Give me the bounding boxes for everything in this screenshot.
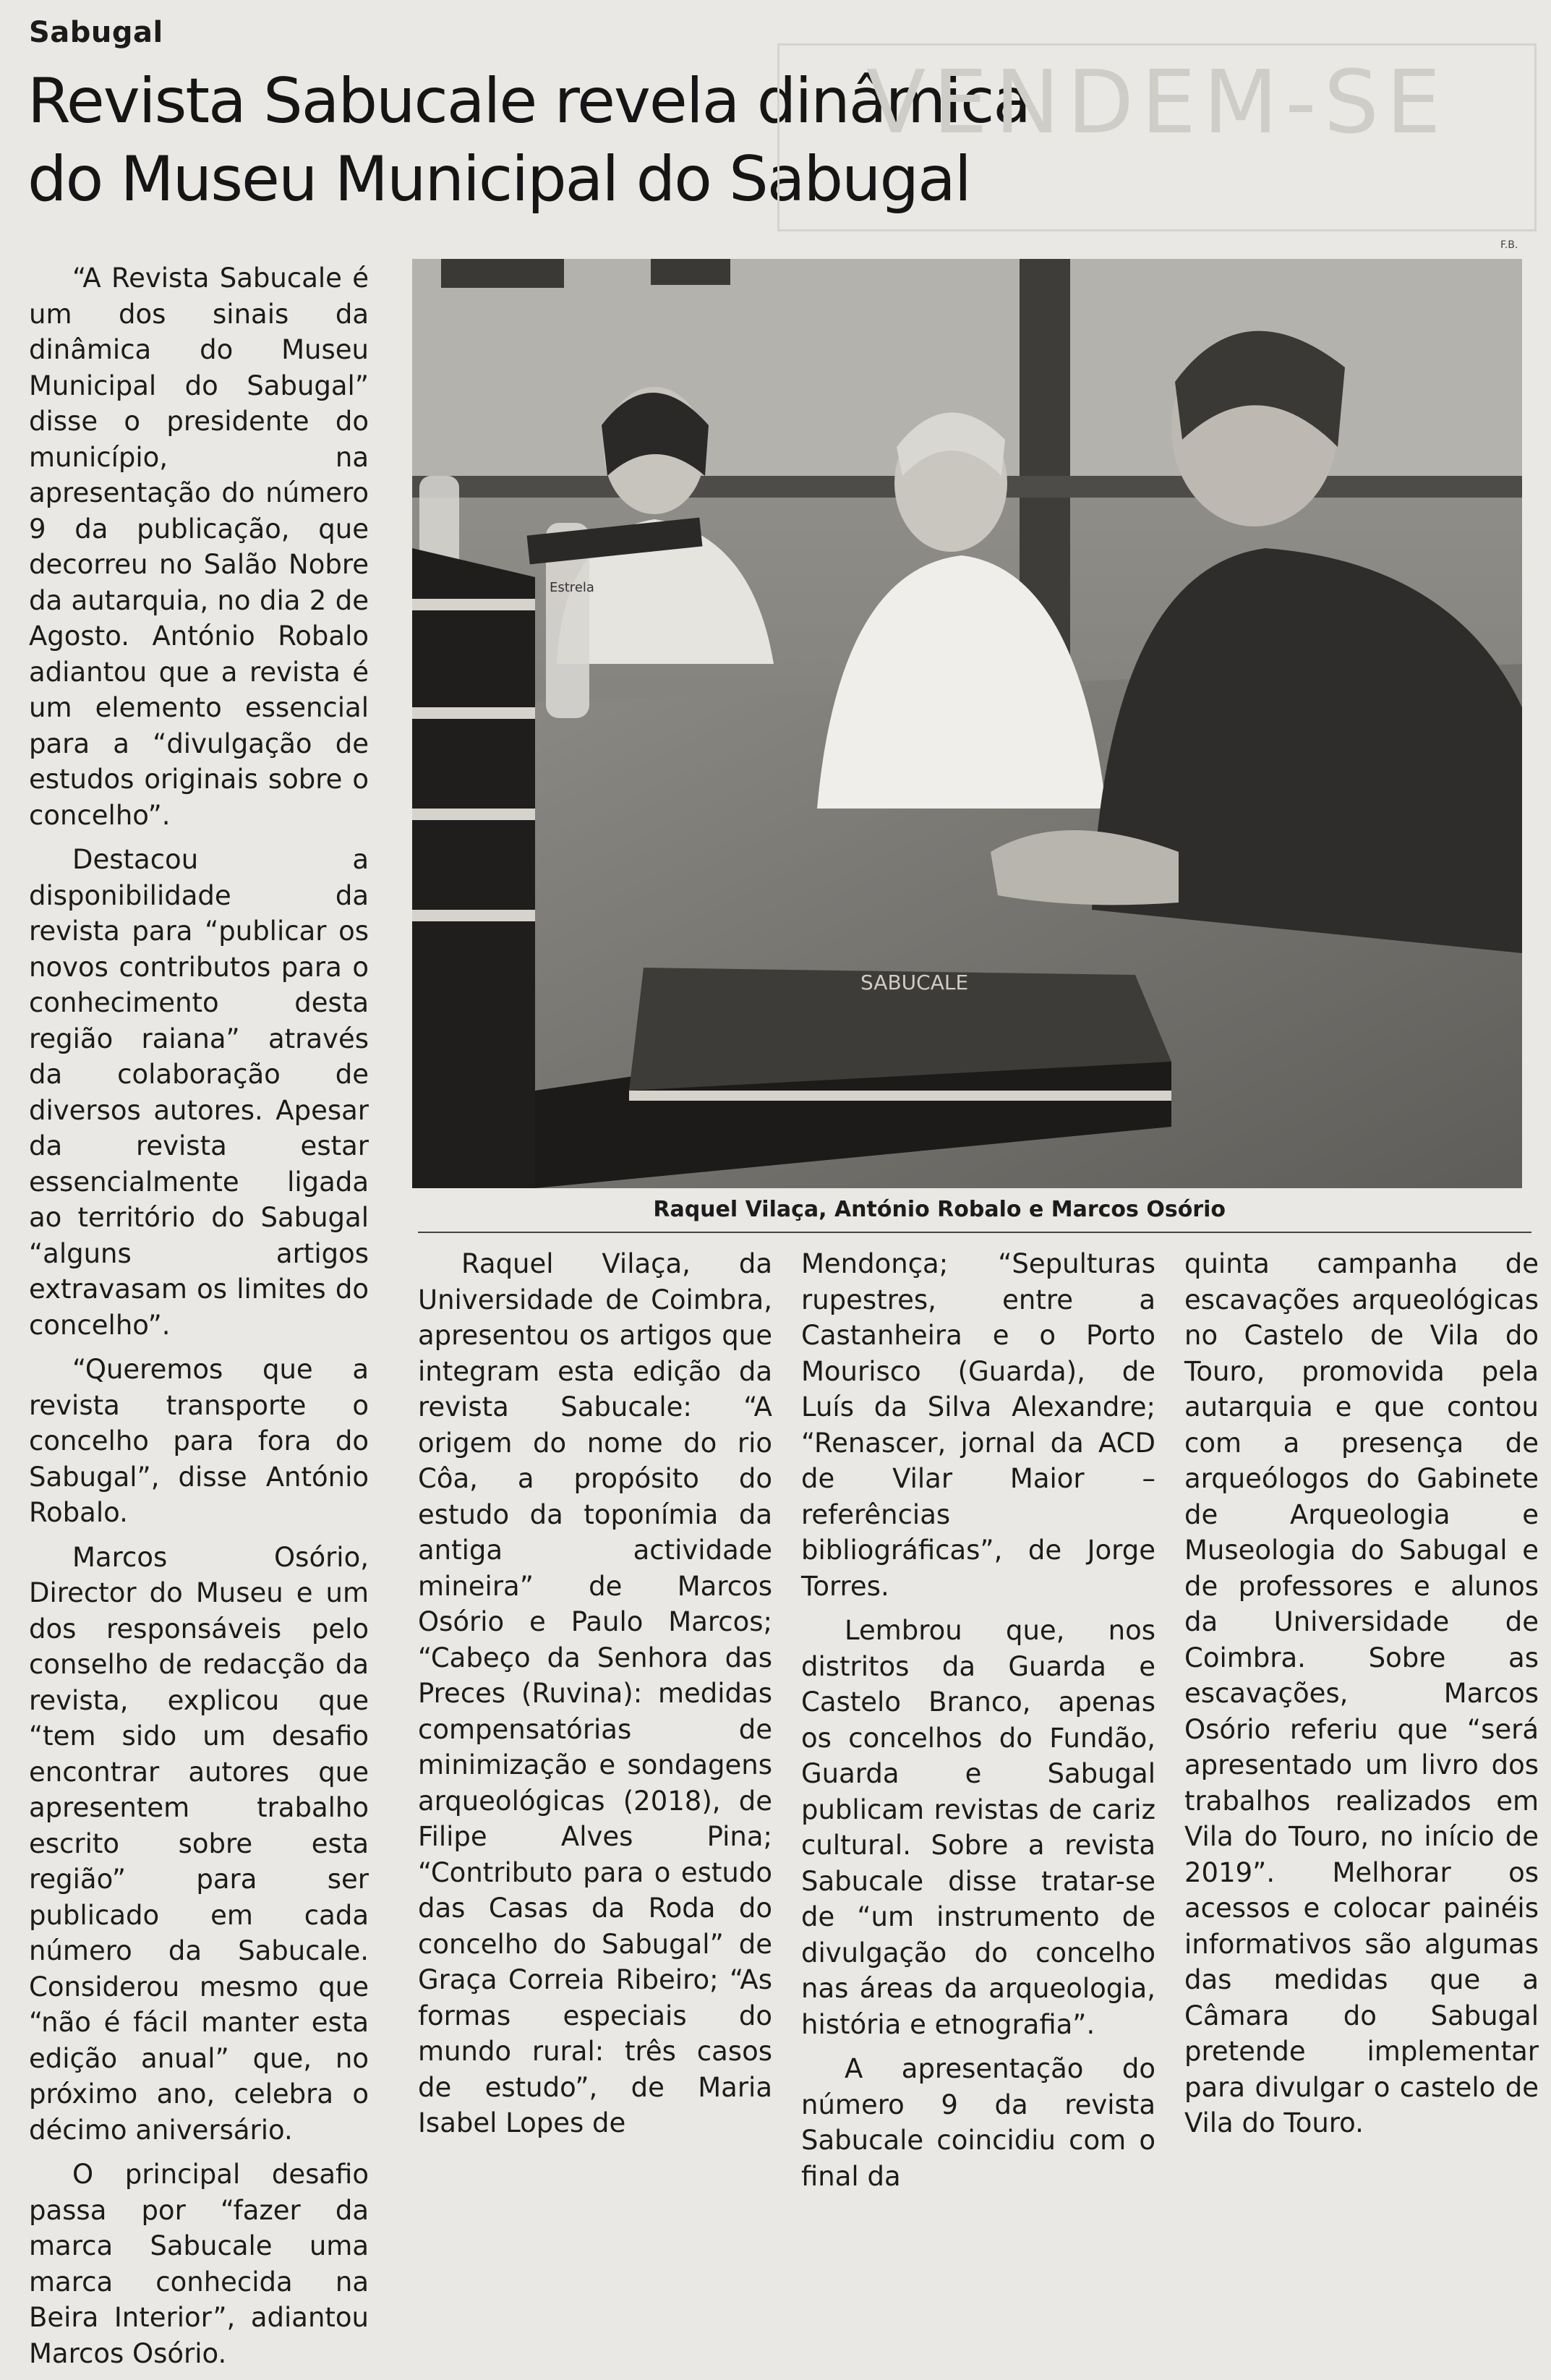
paragraph: “Queremos que a revista transporte o concelho para fora do Sabugal”, disse António Robalo. [29,1354,369,1528]
book-title: SABUCALE [860,971,969,994]
paragraph: Destacou a disponibilidade da revista para “publicar os novos contributos para o conhecimento desta região raiana” através da colaboração de diversos autores. Apesar da revista estar essencialmente ligada ao território do Sabugal “alguns artigos extravasam os limites do concelho”. [29,844,369,1341]
paragraph: quinta campanha de escavações arqueológicas no Castelo de Vila do Touro, promovida pela autarquia e que contou com a presença de arqueólogos do Gabinete de Arqueologia e Museologia do Sabugal e de professores e alunos da Universidade de Coimbra. Sobre as escavações, Marcos Osório referiu que “será apresentado um livro dos trabalhos realizados em Vila do Touro, no início de 2019”. Melhorar os acessos e colocar painéis informativos são algumas das medidas que a Câmara do Sabugal pretende implementar para divulgar o castelo de Vila do Touro. [1184,1248,1539,2138]
article-column-2 [418,1246,772,2150]
article-column-4 [1184,1246,1539,2150]
photo-caption: Raquel Vilaça, António Robalo e Marcos Osório [653,1197,1226,1222]
caption-divider [418,1232,1531,1233]
article-column-3 [801,1246,1155,2203]
paragraph: Raquel Vilaça, da Universidade de Coimbra, apresentou os artigos que integram esta edição da revista Sabucale: “A origem do nome do rio Côa, a propósito do estudo da toponímia da antiga actividade mineira” de Marcos Osório e Paulo Marcos; “Cabeço da Senhora das Preces (Ruvina): medidas compensatórias de minimização e sondagens arqueológicas (2018), de Filipe Alves Pina; “Contributo para o estudo das Casas da Roda do concelho do Sabugal” de Graça Correia Ribeiro; “As formas especiais do mundo rural: três casos de estudo”, de Maria Isabel Lopes de [418,1248,772,2138]
background-advert-ghost: VENDEM-SE [777,43,1537,231]
photo-credit: F.B. [1500,239,1518,251]
article-column-1 [29,260,369,2380]
paragraph: O principal desafio passa por “fazer da marca Sabucale uma marca conhecida na Beira Interior”, adiantou Marcos Osório. [29,2159,369,2369]
photo-illustration [412,259,1522,1188]
paragraph: Marcos Osório, Director do Museu e um dos responsáveis pelo conselho de redacção da revista, explicou que “tem sido um desafio encontrar autores que apresentem trabalho escrito sobre esta região” para ser publicado em cada número da Sabucale. Considerou mesmo que “não é fácil manter esta edição anual” que, no próximo ano, celebra o décimo aniversário. [29,1541,369,2146]
headline-line-2: do Museu Municipal do Sabugal [27,143,970,216]
paragraph: A apresentação do número 9 da revista Sabucale coincidiu com o final da [801,2053,1155,2192]
headline-line-1: Revista Sabucale revela dinâmica [27,65,1030,137]
paragraph: Mendonça; “Sepulturas rupestres, entre a Castanheira e o Porto Mourisco (Guarda), de Luís da Silva Alexandre; “Renascer, jornal da ACD de Vilar Maior – referências bibliográficas”, de Jorge Torres. [801,1248,1155,1602]
paragraph: Lembrou que, nos distritos da Guarda e Castelo Branco, apenas os concelhos do Fundão, Guarda e Sabugal publicam revistas de cariz cultural. Sobre a revista Sabucale disse tratar-se de “um instrumento de divulgação do concelho nas áreas da arqueologia, história e etnografia”. [801,1615,1155,2040]
paragraph: “A Revista Sabucale é um dos sinais da dinâmica do Museu Municipal do Sabugal” disse o presidente do município, na apresentação do número 9 da publicação, que decorreu no Salão Nobre da autarquia, no dia 2 de Agosto. António Robalo adiantou que a revista é um elemento essencial para a “divulgação de estudos originais sobre o concelho”. [29,263,369,831]
bottle-label: Estrela [550,580,594,595]
section-label: Sabugal [29,16,163,49]
article-photo [412,259,1522,1188]
